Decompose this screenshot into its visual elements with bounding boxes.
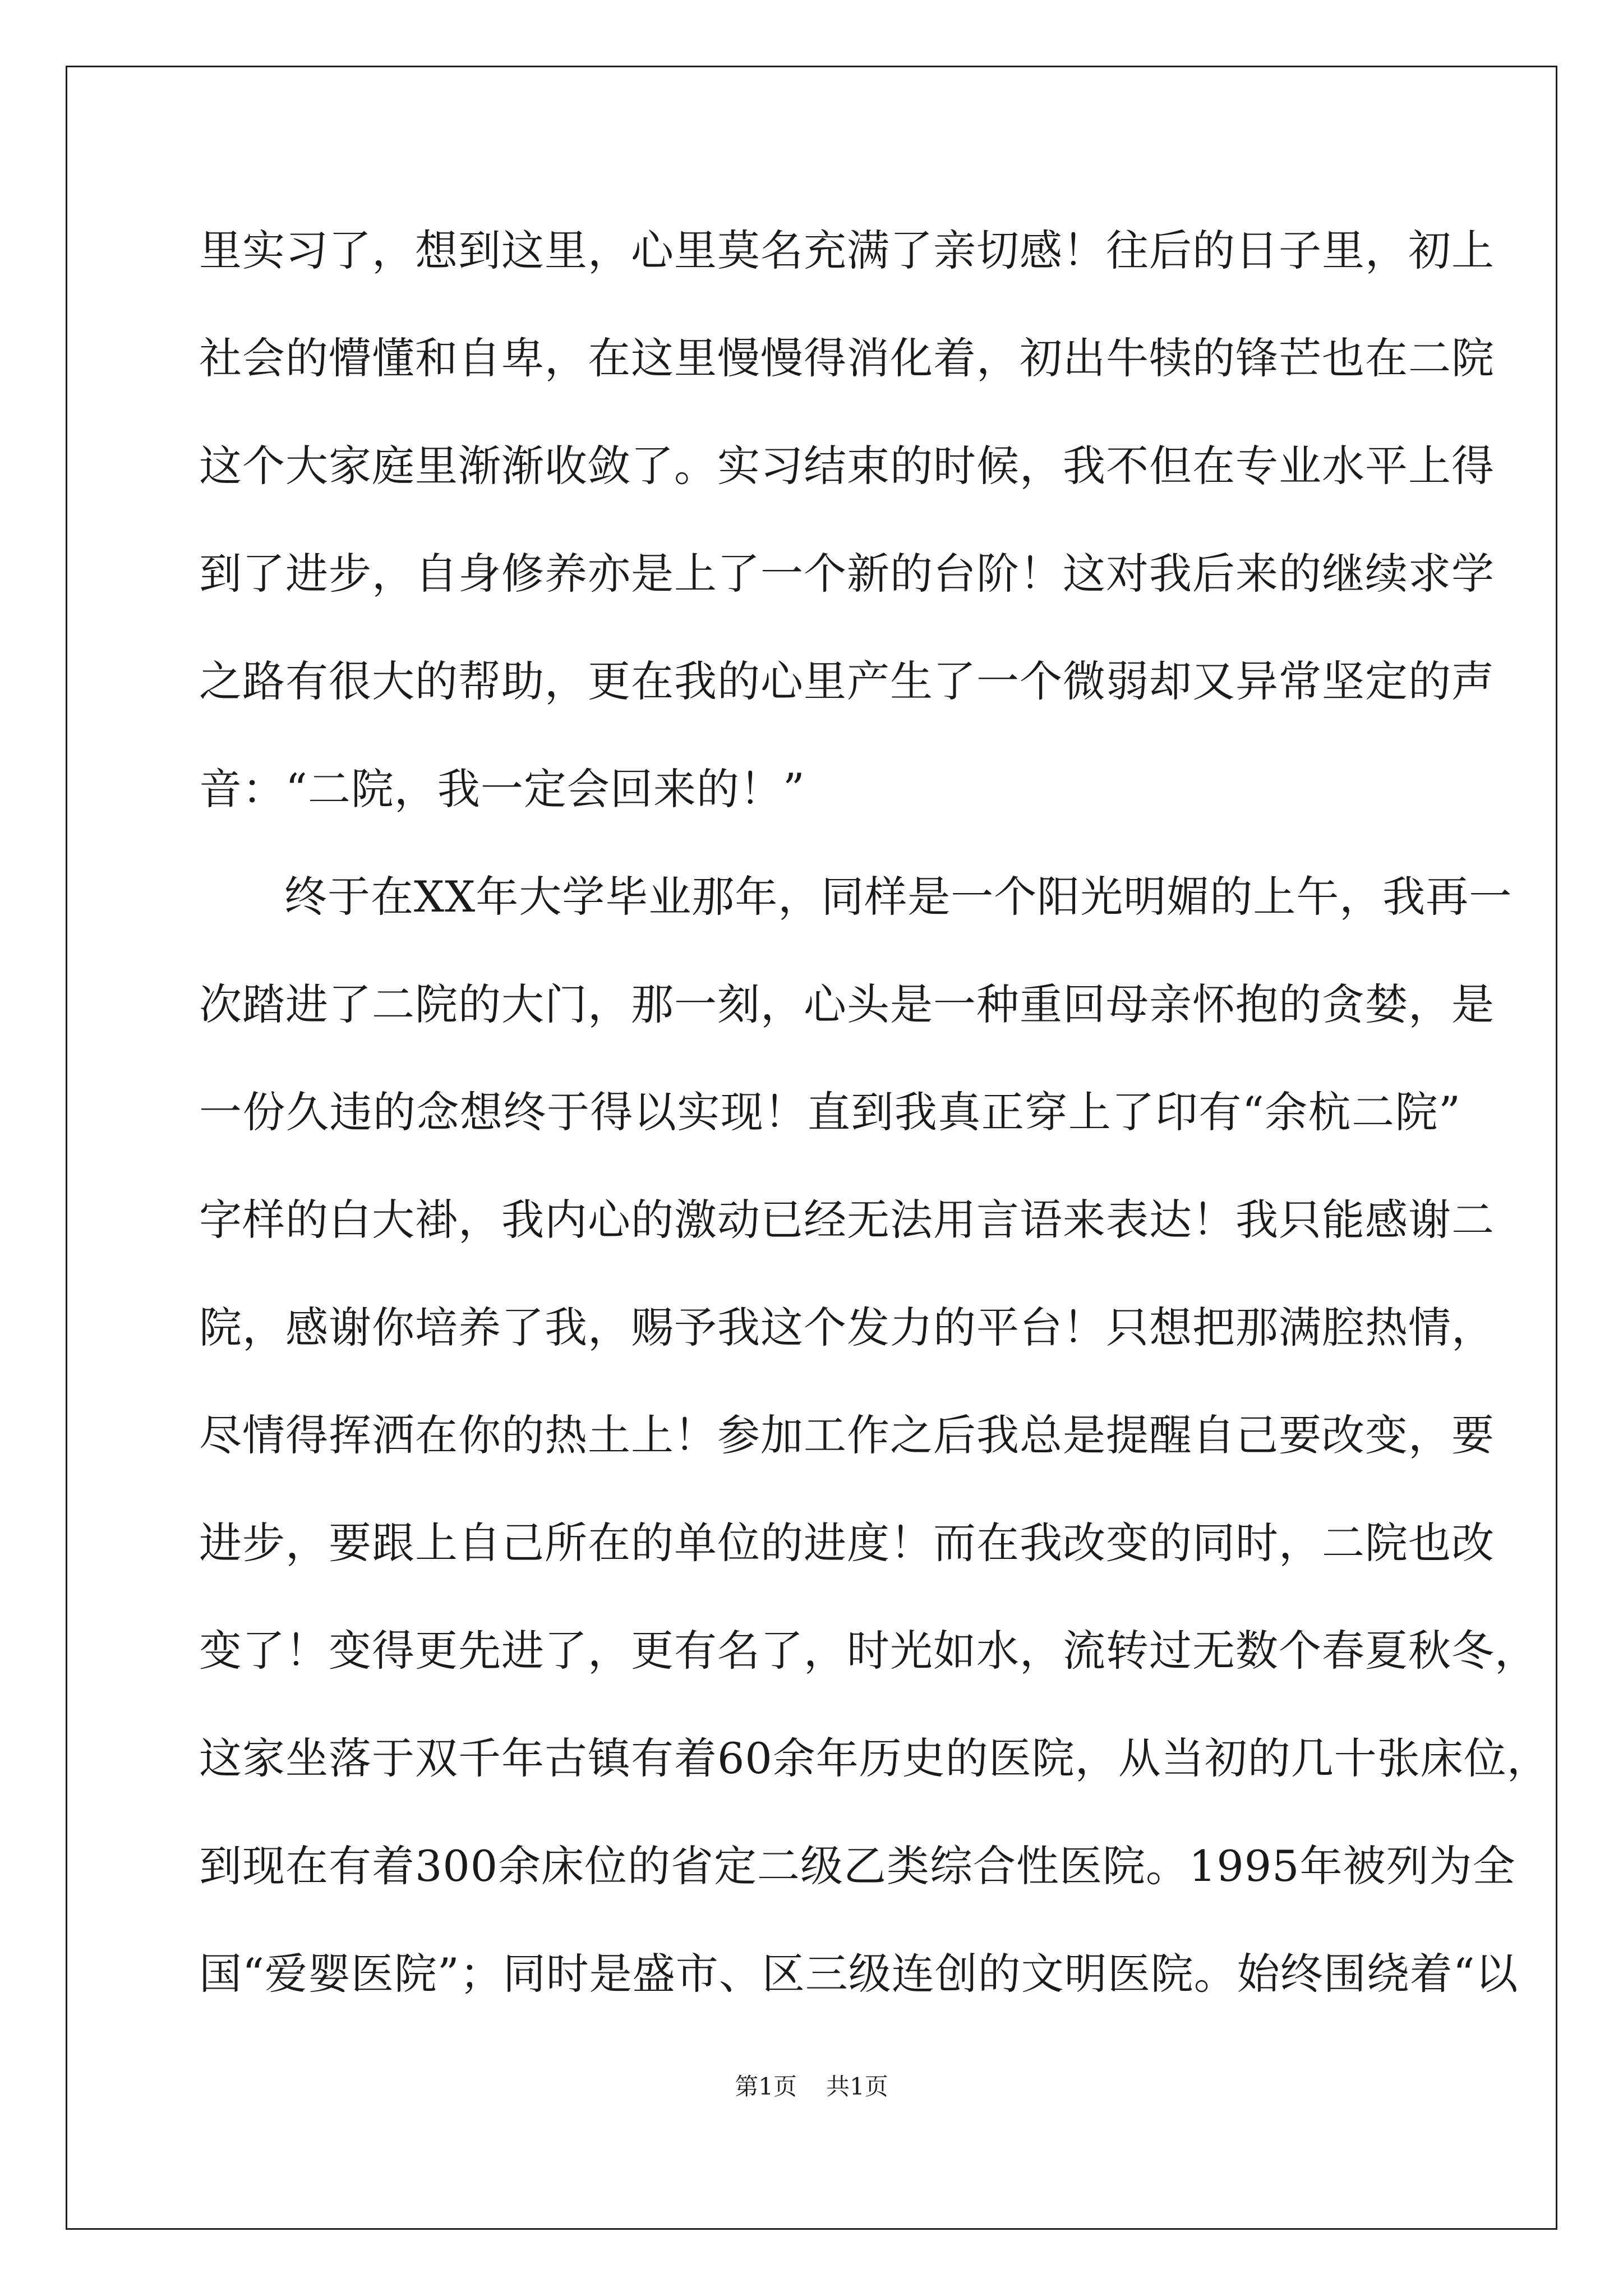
text-line: 字样的白大褂，我内心的激动已经无法用言语来表达！我只能感谢二 [199,1195,1495,1245]
text-line: 变了！变得更先进了，更有名了，时光如水，流转过无数个春夏秋冬， [199,1626,1538,1676]
text-line: 到现在有着300余床位的省定二级乙类综合性医院。1995年被列为全 [199,1841,1516,1891]
text-line: 这家坐落于双千年古镇有着60余年历史的医院，从当初的几十张床位， [199,1733,1550,1783]
text-line: 次踏进了二院的大门，那一刻，心头是一种重回母亲怀抱的贪婪，是 [199,979,1495,1029]
page-number: 第1页 [735,2073,797,2100]
text-line: 社会的懵懂和自卑，在这里慢慢得消化着，初出牛犊的锋芒也在二院 [199,333,1495,383]
text-line: 音：“二院，我一定会回来的！” [199,764,805,814]
text-line: 国“爱婴医院”；同时是盛市、区三级连创的文明医院。始终围绕着“以 [199,1949,1519,1999]
text-line: 进步，要跟上自己所在的单位的进度！而在我改变的同时，二院也改 [199,1518,1495,1568]
text-line: 这个大家庭里渐渐收敛了。实习结束的时候，我不但在专业水平上得 [199,441,1495,491]
page-footer [0,2070,1623,2104]
text-line: 一份久违的念想终于得以实现！直到我真正穿上了印有“余杭二院” [199,1087,1461,1137]
document-body [199,209,1550,2040]
text-line: 尽情得挥洒在你的热土上！参加工作之后我总是提醒自己要改变，要 [199,1410,1495,1460]
page-total: 共1页 [826,2073,888,2100]
text-line: 里实习了，想到这里，心里莫名充满了亲切感！往后的日子里，初上 [199,226,1495,275]
paragraph-first-line: 终于在XX年大学毕业那年，同样是一个阳光明媚的上午，我再一 [284,872,1513,922]
text-line: 之路有很大的帮助，更在我的心里产生了一个微弱却又异常坚定的声 [199,656,1495,706]
text-line: 院，感谢你培养了我，赐予我这个发力的平台！只想把那满腔热情， [199,1303,1495,1352]
text-line: 到了进步，自身修养亦是上了一个新的台阶！这对我后来的继续求学 [199,549,1495,599]
